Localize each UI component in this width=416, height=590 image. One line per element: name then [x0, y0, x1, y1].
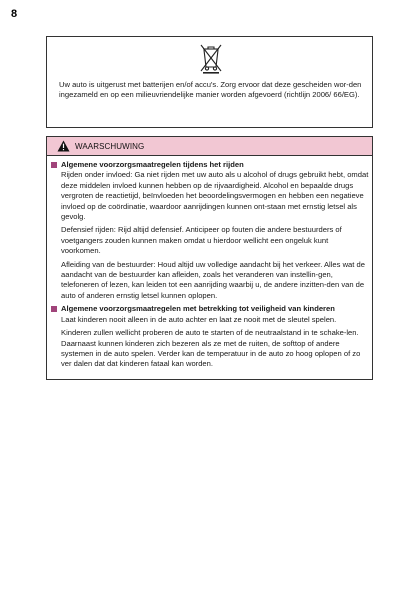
section-heading-driving	[51, 160, 369, 170]
warning-body	[51, 160, 369, 373]
paragraph-children-dangers: Kinderen zullen wellicht proberen de auto te starten of de neutraalstand in te schake-len. Daarnaast kunnen kinderen zich bezeren als ze met de ruiten, de softtop of andere systemen in de auto spelen. Verder kan de temperatuur in de auto zo hoog oplopen of zo ver dalen dat dat kinderen fataal kan worden.	[61, 328, 361, 369]
section-heading-text: Algemene voorzorgsmaatregelen met betrekking tot veiligheid van kinderen	[61, 304, 335, 314]
section-bullet-icon	[51, 306, 57, 312]
paragraph-drunk-driving: Rijden onder invloed: Ga niet rijden met uw auto als u alcohol of drugs gebruikt hebt, omdat deze middelen invloed kunnen hebben op de rijvaardigheid. Alcohol en bepaalde drugs vergroten de reactietijd, beïnvloeden het beoordelingsvermogen en hebben een negatieve invloed op de coördinatie, waardoor aanrijdingen kunnen ont-staan met ernstig letsel als gevolg.	[61, 170, 369, 222]
paragraph-driver-distraction: Afleiding van de bestuurder: Houd altijd uw volledige aandacht bij het verkeer. Alles wat de aandacht van de bestuurder kan afleiden, zoals het veranderen van instellin-gen, telefoneren of lezen, kan leiden tot een aanrijding waarbij u, de andere inzitten-den van de auto of anderen ernstig letsel kunnen oplopen.	[61, 259, 365, 300]
section-heading-child-safety	[51, 304, 369, 314]
warning-box	[46, 136, 373, 380]
page-number: 8	[11, 8, 18, 20]
battery-disposal-text: Uw auto is uitgerust met batterijen en/of accu's. Zorg ervoor dat deze gescheiden wor-den ingezameld en op een milieuvriendelijke manier worden afgevoerd (richtlijn 2006/ 66/EG).	[59, 80, 362, 100]
warning-label: WAARSCHUWING	[75, 141, 145, 151]
crossed-out-wheelie-bin-icon	[198, 42, 224, 74]
warning-header	[47, 137, 372, 156]
section-heading-text: Algemene voorzorgsmaatregelen tijdens het rijden	[61, 160, 244, 169]
paragraph-defensive-driving: Defensief rijden: Rijd altijd defensief. Anticipeer op fouten die andere bestuurders of voetgangers zouden kunnen maken omdat u hierdoor wellicht een ongeluk kunt voorkomen.	[61, 225, 342, 256]
warning-triangle-icon	[57, 140, 70, 152]
battery-disposal-notice	[46, 36, 373, 128]
section-bullet-icon	[51, 162, 57, 168]
paragraph-children-alone: Laat kinderen nooit alleen in de auto achter en laat ze nooit met de sleutel spelen.	[61, 314, 337, 324]
